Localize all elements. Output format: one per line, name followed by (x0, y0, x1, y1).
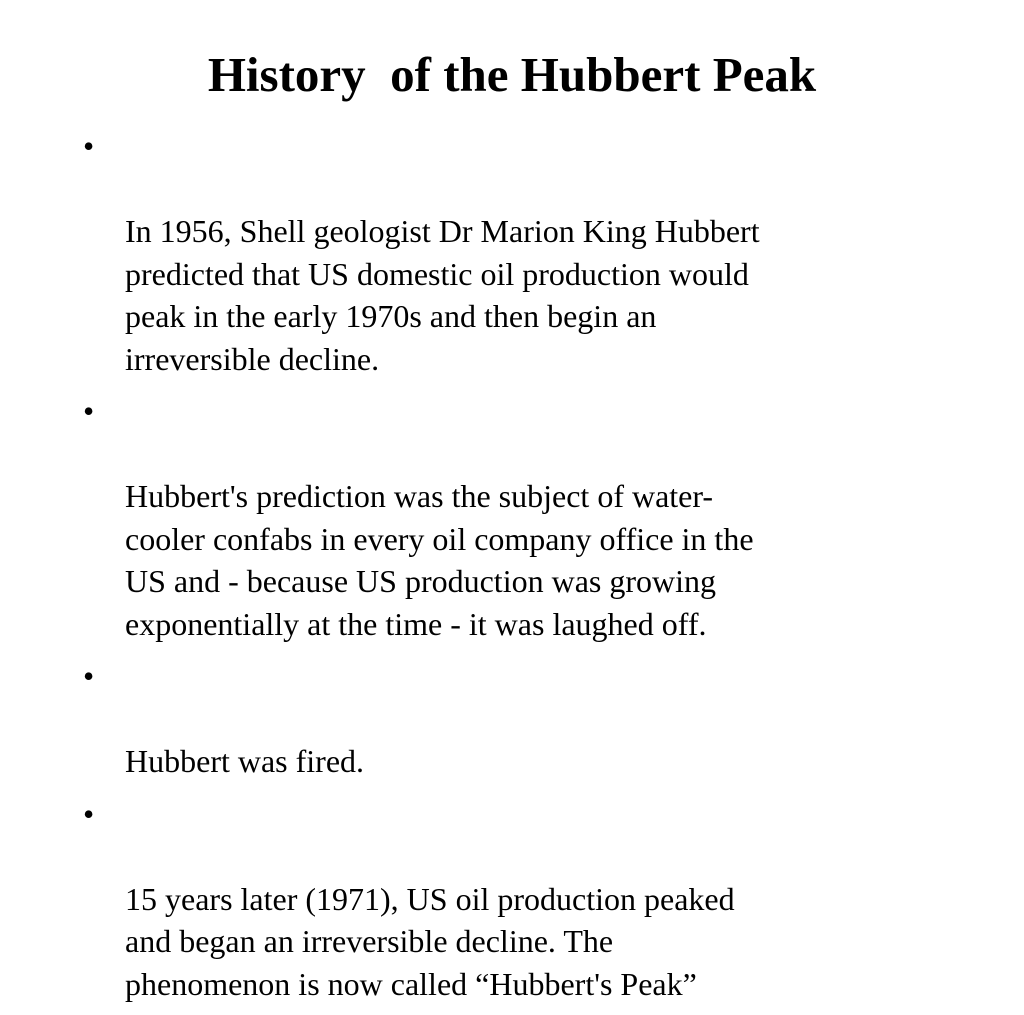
bullet-text: Hubbert was fired. (125, 743, 365, 779)
bullet-text: 15 years later (1971), US oil production peaked and began an irreversible decline. The phenomenon is now called “Hubbert's Peak” (125, 880, 735, 1002)
bullet-icon: • (83, 795, 95, 832)
bullet-item (83, 655, 943, 783)
bullet-icon: • (83, 128, 95, 164)
bullet-text: Hubbert's prediction was the subject of water- cooler confabs in every oil company office in the US and - because US production was growing exponentially at the time - it was laughed off. (125, 478, 754, 642)
bullet-item (83, 793, 943, 1006)
bullet-item (83, 125, 943, 380)
bullet-text: In 1956, Shell geologist Dr Marion King Hubbert predicted that US domestic oil production would peak in the early 1970s and then begin an irreversible decline. (125, 213, 760, 377)
bullet-item (83, 390, 943, 645)
bullet-icon: • (83, 658, 95, 694)
slide-title: History of the Hubbert Peak (207, 47, 817, 102)
bullet-icon: • (83, 393, 95, 429)
bullet-list (83, 125, 943, 1015)
